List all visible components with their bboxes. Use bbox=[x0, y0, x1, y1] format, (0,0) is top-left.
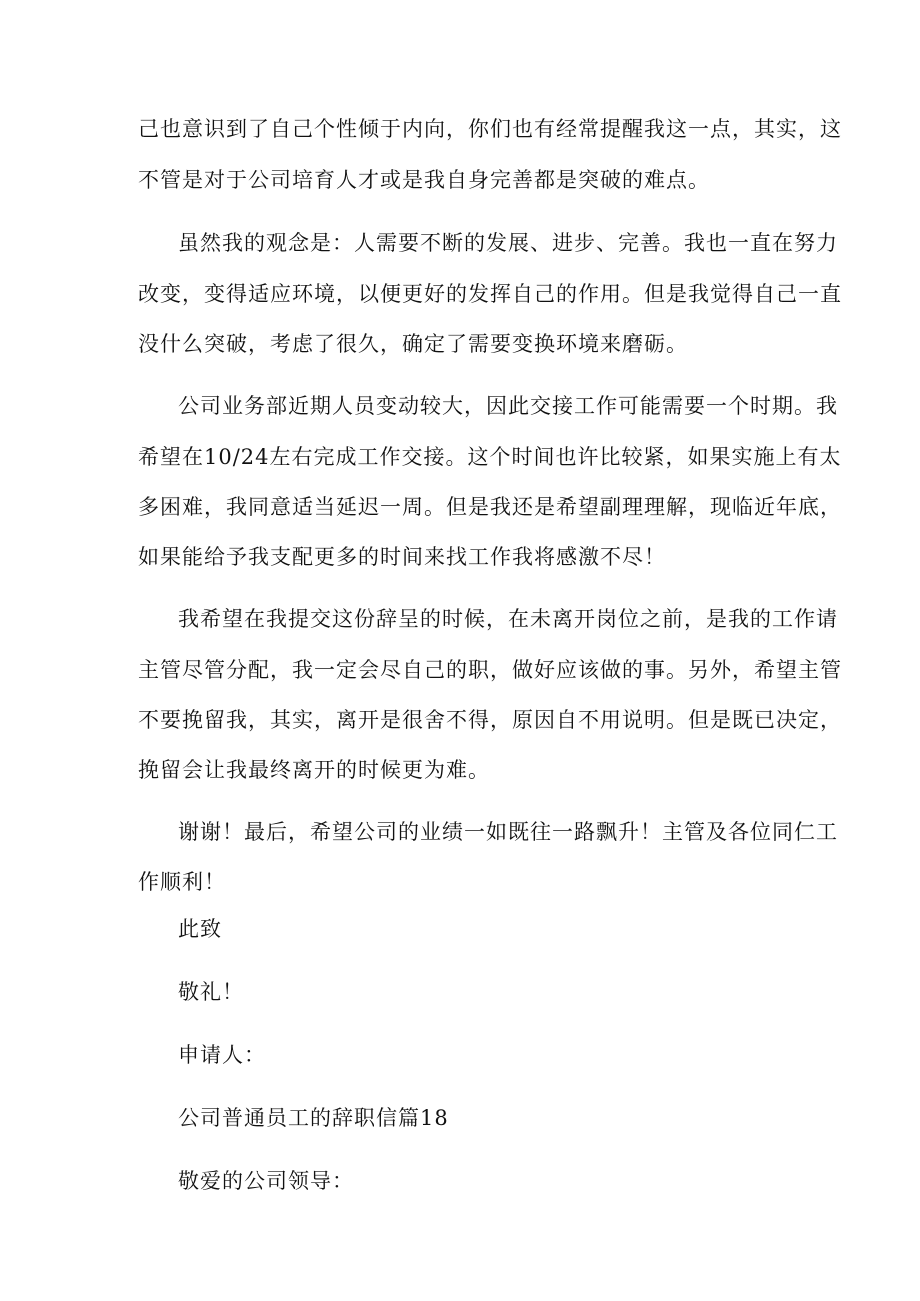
paragraph-line: 挽留会让我最终离开的时候更为难。 bbox=[138, 758, 490, 782]
paragraph-line: 如果能给予我支配更多的时间来找工作我将感激不尽！ bbox=[138, 545, 666, 569]
paragraph-line: 多困难，我同意适当延迟一周。但是我还是希望副理理解，现临近年底， bbox=[138, 495, 842, 519]
paragraph-line: 希望在10/24左右完成工作交接。这个时间也许比较紧，如果实施上有太 bbox=[138, 445, 842, 469]
closing-salutation: 此致 bbox=[178, 917, 222, 941]
paragraph-line: 不要挽留我，其实，离开是很舍不得，原因自不用说明。但是既已决定， bbox=[138, 708, 842, 732]
closing-regards: 敬礼！ bbox=[178, 980, 244, 1004]
paragraph-line: 公司业务部近期人员变动较大，因此交接工作可能需要一个时期。我 bbox=[178, 394, 838, 418]
paragraph-line: 我希望在我提交这份辞呈的时候，在未离开岗位之前，是我的工作请 bbox=[178, 607, 838, 631]
applicant-label: 申请人： bbox=[178, 1043, 266, 1067]
paragraph-line: 不管是对于公司培育人才或是我自身完善都是突破的难点。 bbox=[138, 168, 710, 192]
section-heading: 公司普通员工的辞职信篇18 bbox=[178, 1106, 449, 1130]
paragraph-line: 主管尽管分配，我一定会尽自己的职，做好应该做的事。另外，希望主管 bbox=[138, 658, 842, 682]
paragraph-line: 谢谢！最后，希望公司的业绩一如既往一路飘升！主管及各位同仁工 bbox=[178, 820, 838, 844]
paragraph-line: 改变，变得适应环境，以便更好的发挥自己的作用。但是我觉得自己一直 bbox=[138, 282, 842, 306]
greeting-line: 敬爱的公司领导： bbox=[178, 1169, 354, 1193]
paragraph-line: 没什么突破，考虑了很久，确定了需要变换环境来磨砺。 bbox=[138, 332, 688, 356]
paragraph-line: 己也意识到了自己个性倾于内向，你们也有经常提醒我这一点，其实，这 bbox=[138, 117, 842, 141]
paragraph-line: 作顺利！ bbox=[138, 870, 226, 894]
paragraph-line: 虽然我的观念是：人需要不断的发展、进步、完善。我也一直在努力 bbox=[178, 231, 838, 255]
